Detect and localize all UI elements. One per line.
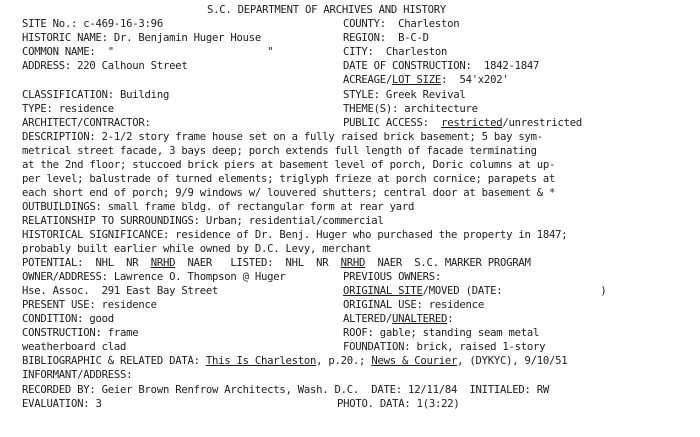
classification: CLASSIFICATION: Building (22, 89, 170, 101)
historical-significance-line-1: HISTORICAL SIGNIFICANCE: residence of Dr. Benj. Huger who purchased the property in 1847; (22, 229, 568, 241)
relationship-to-surroundings: RELATIONSHIP TO SURROUNDINGS: Urban; residential/commercial (22, 215, 384, 227)
owner-address-line-2: Hse. Assoc. 291 East Bay Street (22, 285, 219, 297)
historic-name: HISTORIC NAME: Dr. Benjamin Huger House (22, 32, 261, 44)
description-line-2: metrical street facade, 3 bays deep; porch extends full length of facade terminating (22, 145, 537, 157)
potential-mid: NAER LISTED: NHL NR (175, 257, 341, 269)
city: CITY: Charleston (343, 46, 448, 58)
bibliographic-mid: , p.20.; (316, 355, 372, 367)
description-line-4: per level; balustrade of turned elements; triglyph frieze at porch cornice; parapets at (22, 173, 556, 185)
outbuildings: OUTBUILDINGS: small frame bldg. of rectangular form at rear yard (22, 201, 415, 213)
description-line-1: DESCRIPTION: 2-1/2 story frame house set on a fully raised brick basement; 5 bay sym- (22, 131, 543, 143)
date-of-construction: DATE OF CONSTRUCTION: 1842-1847 (343, 60, 540, 72)
acreage-label: ACREAGE/ (343, 74, 393, 86)
region: REGION: B-C-D (343, 32, 429, 44)
historical-significance-line-2: probably built earlier while owned by D.C. Levy, merchant (22, 243, 372, 255)
architect-contractor: ARCHITECT/CONTRACTOR: (22, 117, 151, 129)
public-access-label: PUBLIC ACCESS: (343, 117, 442, 129)
evaluation: EVALUATION: 3 (22, 398, 102, 410)
present-use: PRESENT USE: residence (22, 299, 157, 311)
description-line-5: each short end of porch; 9/9 windows w/ louvered shutters; central door at basement & * (22, 187, 556, 199)
bibliographic-lead: BIBLIOGRAPHIC & RELATED DATA: (22, 355, 206, 367)
lot-size-value: : 54'x202' (441, 74, 509, 86)
condition: CONDITION: good (22, 313, 114, 325)
original-site (343, 285, 607, 298)
site-number: SITE No.: c-469-16-3:96 (22, 18, 163, 30)
bibliographic-source-1: This Is Charleston (205, 355, 317, 367)
original-site-label: ORIGINAL SITE (343, 285, 423, 297)
form-title: S.C. DEPARTMENT OF ARCHIVES AND HISTORY (207, 4, 446, 16)
potential-lead: POTENTIAL: NHL NR (22, 257, 151, 269)
common-name: COMMON NAME: " " (22, 46, 274, 58)
roof: ROOF: gable; standing seam metal (343, 327, 540, 339)
type: TYPE: residence (22, 103, 114, 115)
listed-nrhd: NRHD (340, 257, 366, 269)
bibliographic-data (22, 355, 567, 368)
lot-size-label: LOT SIZE (392, 74, 442, 86)
public-access-unrestricted: /unrestricted (502, 117, 583, 129)
address: ADDRESS: 220 Calhoun Street (22, 60, 188, 72)
acreage-lot-size (343, 74, 508, 87)
bibliographic-source-2: News & Courier (371, 355, 458, 367)
original-site-rest: /MOVED (DATE: ) (422, 285, 607, 297)
potential-tail: NAER S.C. MARKER PROGRAM (365, 257, 531, 269)
potential-nrhd: NRHD (150, 257, 176, 269)
original-use: ORIGINAL USE: residence (343, 299, 484, 311)
public-access-restricted: restricted (441, 117, 503, 129)
owner-address-line-1: OWNER/ADDRESS: Lawrence O. Thompson @ Huger (22, 271, 286, 283)
public-access (343, 117, 582, 130)
construction-line-1: CONSTRUCTION: frame (22, 327, 139, 339)
altered-label: ALTERED/ (343, 313, 393, 325)
potential-listed (22, 257, 531, 270)
previous-owners: PREVIOUS OWNERS: (343, 271, 442, 283)
photo-data: PHOTO. DATA: 1(3:22) (337, 398, 460, 410)
county: COUNTY: Charleston (343, 18, 460, 30)
altered-unaltered (343, 313, 453, 326)
recorded-by: RECORDED BY: Geier Brown Renfrow Architects, Wash. D.C. DATE: 12/11/84 INITIALED: RW (22, 384, 550, 396)
construction-line-2: weatherboard clad (22, 341, 127, 353)
bibliographic-tail: , (DYKYC), 9/10/51 (457, 355, 568, 367)
unaltered-label: UNALTERED (392, 313, 448, 325)
altered-colon: : (447, 313, 454, 325)
themes: THEME(S): architecture (343, 103, 478, 115)
informant-address: INFORMANT/ADDRESS: (22, 369, 133, 381)
style: STYLE: Greek Revival (343, 89, 466, 101)
description-line-3: at the 2nd floor; stuccoed brick piers at basement level of porch, Doric columns at up- (22, 159, 556, 171)
foundation: FOUNDATION: brick, raised 1-story (343, 341, 546, 353)
